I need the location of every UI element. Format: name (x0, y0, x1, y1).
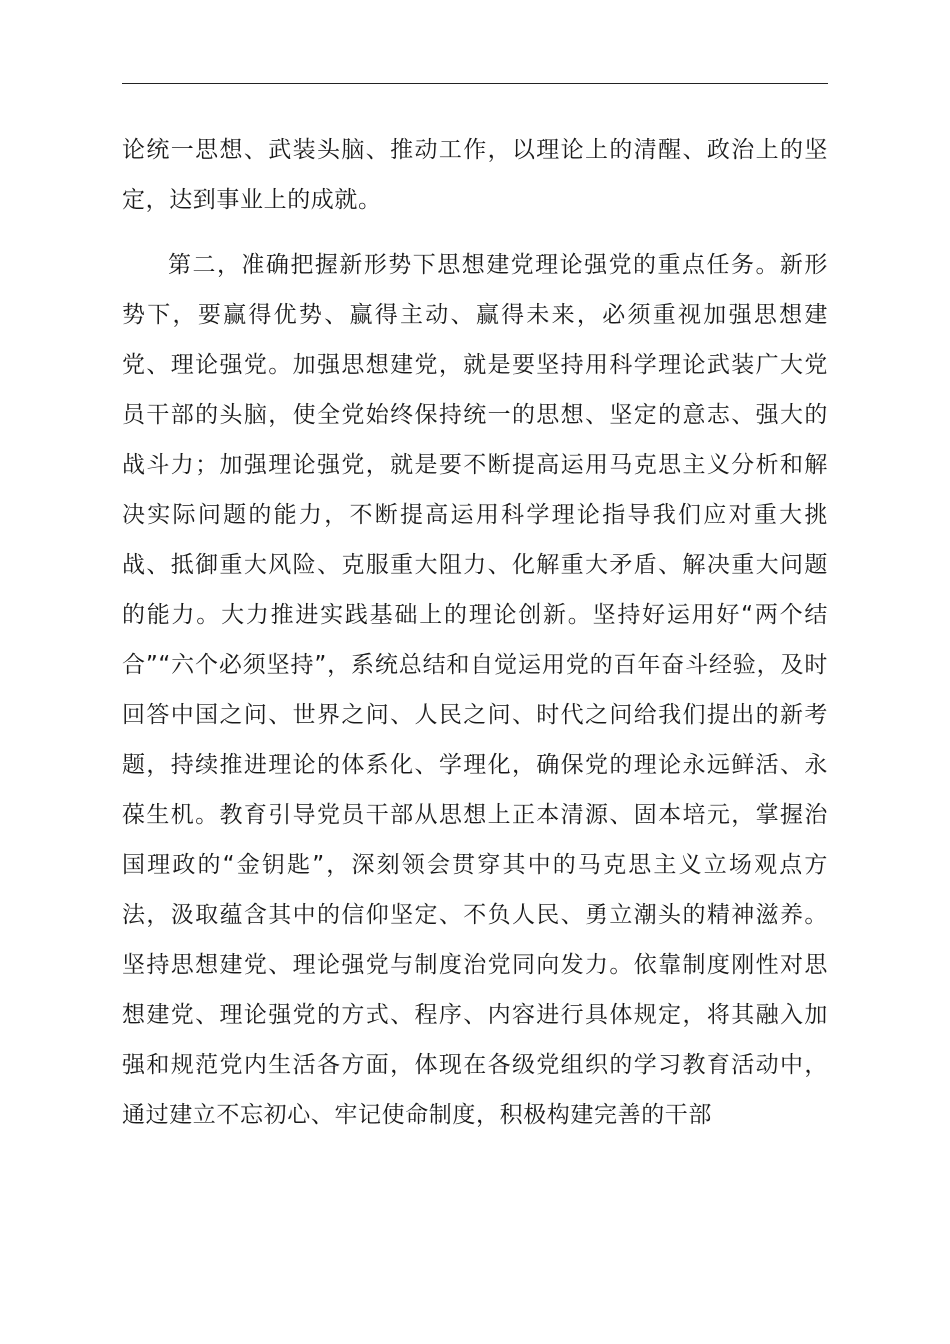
document-body (122, 125, 828, 1140)
paragraph-continuation: 论统一思想、武装头脑、推动工作，以理论上的清醒、政治上的坚定，达到事业上的成就。 (122, 137, 828, 213)
header-rule (122, 83, 828, 84)
paragraph-second-point: 第二，准确把握新形势下思想建党理论强党的重点任务。新形势下，要赢得优势、赢得主动、赢得未来，必须重视加强思想建党、理论强党。加强思想建党，就是要坚持用科学理论武装广大党员干部的头脑，使全党始终保持统一的思想、坚定的意志、强大的战斗力；加强理论强党，就是要不断提高运用马克思主义分析和解决实际问题的能力，不断提高运用科学理论指导我们应对重大挑战、抵御重大风险、克服重大阻力、化解重大矛盾、解决重大问题的能力。大力推进实践基础上的理论创新。坚持好运用好“两个结合”“六个必须坚持”，系统总结和自觉运用党的百年奋斗经验，及时回答中国之问、世界之问、人民之问、时代之问给我们提出的新考题，持续推进理论的体系化、学理化，确保党的理论永远鲜活、永葆生机。教育引导党员干部从思想上正本清源、固本培元，掌握治国理政的“金钥匙”，深刻领会贯穿其中的马克思主义立场观点方法，汲取蕴含其中的信仰坚定、不负人民、勇立潮头的精神滋养。坚持思想建党、理论强党与制度治党同向发力。依靠制度刚性对思想建党、理论强党的方式、程序、内容进行具体规定，将其融入加强和规范党内生活各方面，体现在各级党组织的学习教育活动中，通过建立不忘初心、牢记使命制度，积极构建完善的干部 (122, 252, 828, 1128)
